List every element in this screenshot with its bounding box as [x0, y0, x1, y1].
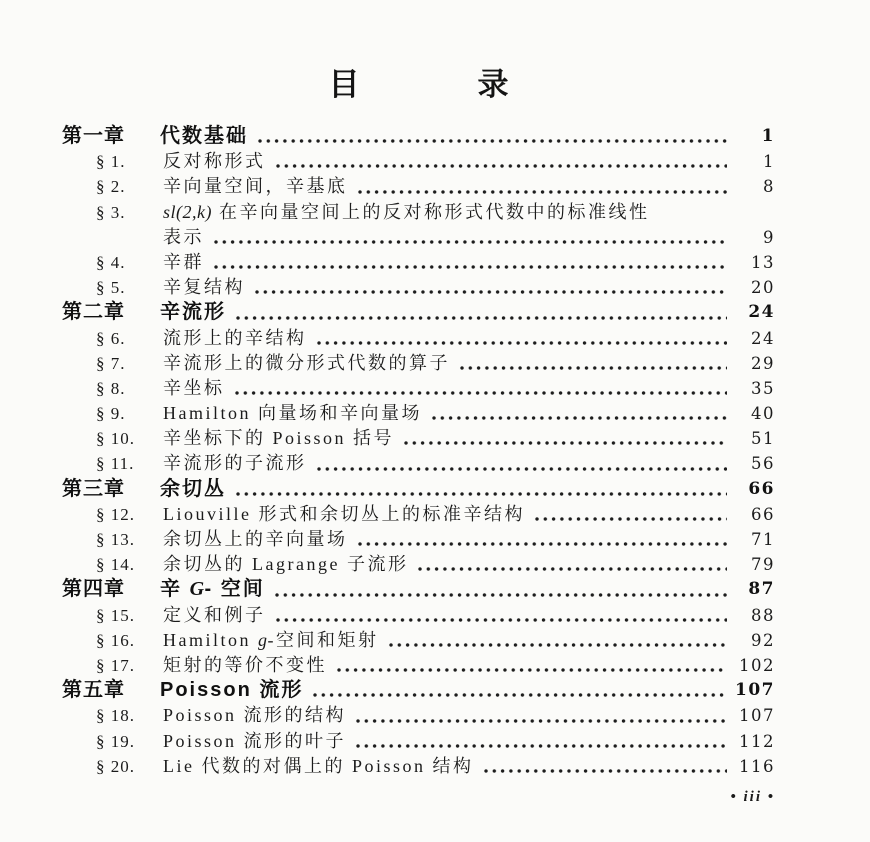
- entry-title-run: Poisson 流形的叶子: [163, 730, 347, 751]
- entry-title: [160, 477, 226, 502]
- dot-leader: [255, 290, 727, 294]
- toc-section-row: [62, 729, 775, 754]
- entry-title-run: 辛坐标下的 Poisson 括号: [163, 428, 395, 449]
- page-number: 35: [751, 378, 775, 398]
- entry-title: [163, 729, 346, 754]
- entry-title-run: Hamilton: [163, 629, 258, 650]
- entry-title-run: 流形上的辛结构: [163, 327, 307, 348]
- entry-title: [163, 326, 307, 351]
- toc-section-row: [62, 401, 775, 426]
- entry-title-run: 矩射的等价不变性: [163, 654, 327, 675]
- entry-label: § 4.: [96, 252, 126, 272]
- page-number: 8: [763, 177, 775, 197]
- page-number: 66: [751, 504, 775, 524]
- dot-leader: [214, 265, 727, 269]
- entry-title-run: 辛坐标: [163, 377, 225, 398]
- page-number: 107: [735, 680, 775, 701]
- dot-leader: [317, 467, 728, 471]
- entry-title-run: sl(2,k): [163, 201, 212, 222]
- entry-label: § 13.: [96, 530, 135, 549]
- page-number: 40: [751, 404, 775, 424]
- page-number: 112: [739, 731, 775, 751]
- toc-chapter-row: [62, 300, 775, 325]
- entry-title-run: g: [258, 629, 268, 650]
- toc-section-row: [62, 552, 775, 577]
- entry-title: [160, 124, 248, 149]
- page-number: 56: [751, 454, 775, 474]
- toc-section-row: [62, 376, 775, 401]
- toc-section-row: [62, 653, 775, 678]
- entry-title: [163, 401, 422, 426]
- dot-leader: [358, 542, 728, 546]
- entry-label: § 12.: [96, 504, 135, 524]
- dot-leader: [276, 618, 728, 622]
- entry-label: 第五章: [62, 679, 125, 702]
- entry-title: [163, 451, 307, 476]
- dot-leader: [460, 366, 727, 370]
- page-number: 87: [748, 579, 775, 600]
- toc-section-row: [62, 527, 775, 552]
- dot-leader: [418, 567, 727, 571]
- toc-section-row: [62, 754, 775, 779]
- dot-leader: [317, 341, 728, 345]
- toc-section-row: [62, 502, 775, 527]
- entry-title: [163, 603, 266, 628]
- entry-title: [163, 628, 379, 653]
- dot-leader: [313, 693, 727, 697]
- page-number: 13: [751, 252, 775, 272]
- entry-label: § 16.: [96, 630, 135, 650]
- dot-leader: [389, 643, 728, 647]
- entry-title: [163, 351, 450, 376]
- dot-leader: [484, 769, 727, 773]
- entry-title-run: 辛群: [163, 251, 204, 272]
- entry-label: § 14.: [96, 555, 135, 575]
- dot-leader: [214, 240, 727, 244]
- entry-label: § 17.: [96, 655, 135, 675]
- entry-title: [163, 754, 474, 779]
- entry-label: § 8.: [96, 378, 126, 398]
- page-number: 9: [763, 227, 775, 247]
- entry-title-run: 余切丛的 Lagrange 子流形: [163, 554, 409, 575]
- entry-title: [163, 426, 394, 451]
- entry-label: 第一章: [62, 125, 125, 147]
- page-number: 92: [751, 630, 775, 650]
- dot-leader: [535, 517, 727, 521]
- entry-label: § 15.: [96, 605, 135, 625]
- entry-title: [163, 552, 408, 577]
- entry-label: § 19.: [96, 731, 135, 751]
- page-number: 29: [751, 353, 775, 373]
- entry-label: § 1.: [96, 152, 126, 172]
- entry-label: § 2.: [96, 177, 126, 197]
- entry-label: § 11.: [96, 454, 135, 474]
- entry-title-run: -空间和矩射: [267, 629, 379, 650]
- toc-chapter-row: [62, 577, 775, 602]
- entry-title: [163, 149, 266, 174]
- dot-leader: [275, 593, 727, 597]
- toc-section-row: [62, 250, 775, 275]
- entry-title-run: 代数基础: [160, 125, 248, 147]
- entry-title: [160, 300, 226, 325]
- dot-leader: [358, 190, 728, 194]
- dot-leader: [337, 668, 727, 672]
- toc-section-row: [62, 426, 775, 451]
- entry-title-run: 反对称形式: [163, 151, 266, 172]
- entry-title: [163, 200, 649, 225]
- entry-title-run: 辛流形: [160, 301, 226, 324]
- entry-title: [163, 250, 204, 275]
- entry-title: [160, 577, 265, 602]
- entry-title: [163, 275, 245, 300]
- entry-label: § 18.: [96, 706, 135, 726]
- entry-label: § 20.: [96, 756, 135, 776]
- page-number: 116: [739, 756, 775, 776]
- toc-section-row: [62, 326, 775, 351]
- toc: [62, 124, 775, 779]
- page-number: 1: [763, 152, 775, 172]
- page-number: 79: [751, 555, 775, 575]
- toc-section-row: [62, 275, 775, 300]
- page-number: 66: [748, 478, 775, 499]
- entry-label: § 9.: [96, 404, 126, 424]
- toc-title-char-1: 目: [328, 67, 360, 102]
- entry-title: [163, 225, 204, 250]
- entry-title-run: Poisson 流形: [160, 679, 304, 702]
- entry-title: [163, 174, 348, 199]
- toc-section-row: [62, 628, 775, 653]
- dot-leader: [236, 316, 727, 320]
- toc-chapter-row: [62, 678, 775, 703]
- page-number: 20: [751, 278, 775, 298]
- toc-section-row: [62, 149, 775, 174]
- entry-title-run: 辛: [160, 578, 190, 601]
- toc-chapter-row: [62, 477, 775, 502]
- dot-leader: [235, 391, 728, 395]
- toc-chapter-row: [62, 124, 775, 149]
- page-number: 51: [751, 429, 775, 449]
- page-number: 24: [751, 328, 775, 348]
- dot-leader: [432, 416, 727, 420]
- entry-label: 第四章: [62, 578, 125, 601]
- entry-title-run: 辛向量空间，辛基底: [163, 176, 348, 197]
- entry-label: § 5.: [96, 278, 126, 298]
- entry-title: [163, 376, 225, 401]
- entry-title-run: 定义和例子: [163, 604, 266, 625]
- toc-section-row: [62, 603, 775, 628]
- entry-title-run: 辛流形的子流形: [163, 453, 307, 474]
- page-number: 102: [739, 655, 775, 675]
- page-number: 88: [751, 605, 775, 625]
- entry-title: [163, 502, 525, 527]
- entry-title-run: 辛复结构: [163, 277, 245, 298]
- page-number: 107: [739, 706, 775, 726]
- page-number: 24: [748, 302, 775, 323]
- toc-title: [62, 66, 775, 104]
- toc-section-row: [62, 703, 775, 728]
- entry-title-run: Hamilton 向量场和辛向量场: [163, 403, 422, 424]
- page-number: 71: [751, 530, 775, 549]
- toc-section-row: [62, 451, 775, 476]
- dot-leader: [258, 139, 727, 143]
- toc-continuation-row: [62, 225, 775, 250]
- entry-title: [163, 703, 346, 728]
- entry-title-run: Poisson 流形的结构: [163, 705, 347, 726]
- toc-section-row: [62, 351, 775, 376]
- page-number: 1: [761, 126, 775, 146]
- entry-title-run: 辛流形上的微分形式代数的算子: [163, 352, 450, 373]
- entry-label: 第三章: [62, 477, 125, 500]
- dot-leader: [276, 164, 728, 168]
- entry-title: [163, 527, 348, 552]
- page-footer: • iii •: [730, 788, 775, 805]
- toc-title-char-2: 录: [477, 67, 509, 102]
- entry-title-run: 余切丛: [160, 477, 226, 500]
- dot-leader: [356, 744, 727, 748]
- entry-title: [163, 653, 327, 678]
- entry-label: § 6.: [96, 328, 126, 348]
- entry-label: § 3.: [96, 202, 126, 222]
- entry-title-run: 在辛向量空间上的反对称形式代数中的标准线性: [211, 201, 650, 222]
- entry-title-run: 表示: [163, 226, 204, 247]
- entry-title-run: Lie 代数的对偶上的 Poisson 结构: [163, 755, 474, 776]
- entry-title-run: 余切丛上的辛向量场: [163, 529, 348, 549]
- dot-leader: [236, 492, 727, 496]
- dot-leader: [356, 719, 727, 723]
- toc-section-row: [62, 174, 775, 199]
- dot-leader: [404, 441, 727, 445]
- entry-title-run: - 空间: [204, 578, 265, 601]
- entry-title: [160, 678, 303, 703]
- entry-title-run: Liouville 形式和余切丛上的标准辛结构: [163, 503, 525, 524]
- entry-label: § 10.: [96, 429, 135, 449]
- entry-label: § 7.: [96, 353, 126, 373]
- entry-label: 第二章: [62, 301, 125, 324]
- entry-title-run: G: [189, 578, 205, 601]
- toc-section-row: [62, 200, 775, 225]
